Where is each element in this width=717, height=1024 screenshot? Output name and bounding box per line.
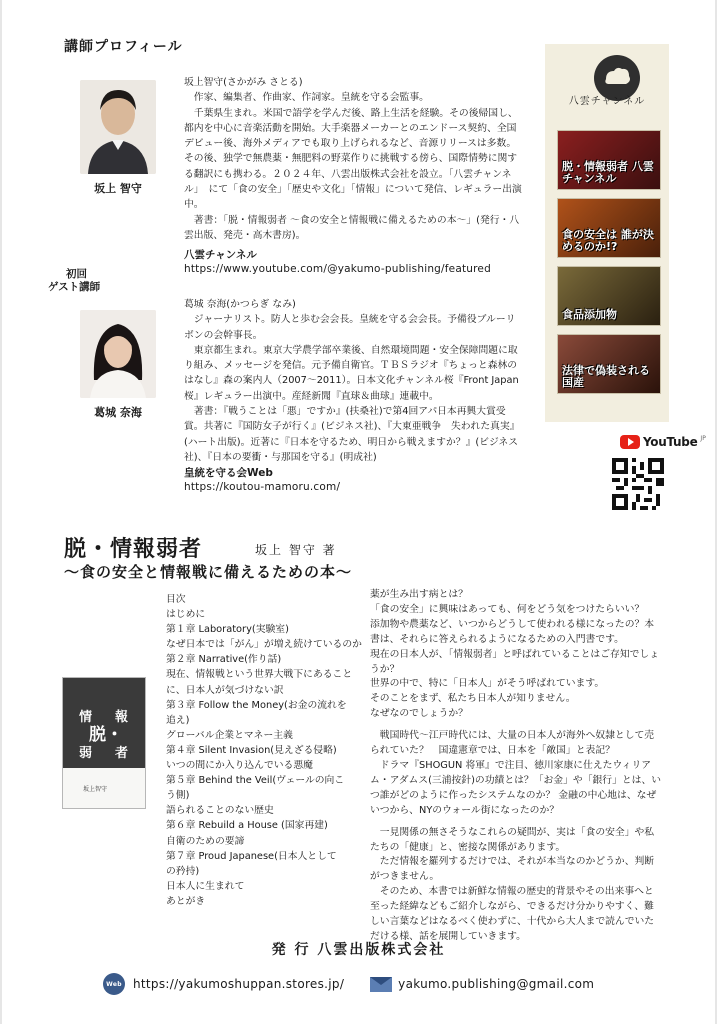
description-line: そのため、本書では新鮮な情報の歴史的背景やその出来事へと至った経緯などもご紹介しながら、できるだけ分かりやすく、難しい言葉などはなるべく使わずに、十代から大人まで読んでいただける様、話を展開していきます。 xyxy=(370,886,655,942)
book-description xyxy=(370,588,662,945)
youtube-play-icon xyxy=(620,435,640,449)
channel-label: 八雲チャンネル xyxy=(184,249,257,261)
description-line: そのことをまず、私たち日本人が知りません。 xyxy=(370,693,576,705)
channel-panel-name: 八雲チャンネル xyxy=(568,96,646,107)
instructor1-name-reading: 坂上智守(さかがみ さとる) xyxy=(184,77,303,88)
guest-label-line1: 初回 xyxy=(66,268,87,280)
instructor2-photo xyxy=(80,310,156,398)
toc-item: 第７章 Proud Japanese(日本人として xyxy=(166,850,337,862)
toc-item: いつの間にか入り込んでいる悪魔 xyxy=(166,760,313,772)
toc-item: あとがき xyxy=(166,895,206,907)
description-line: 「食の安全」に興味はあっても、何をどう気をつけたらいい？ xyxy=(370,603,645,615)
channel-url-link[interactable]: https://www.youtube.com/@yakumo-publishing/featured xyxy=(184,263,491,275)
instructor1-photo xyxy=(80,80,156,174)
section-title: 講師プロフィール xyxy=(64,39,183,55)
description-line: 戦国時代〜江戸時代には、大量の日本人が海外へ奴隷として売られていた？ 国違憲章では、日本を「敵国」と表記？ xyxy=(370,730,655,757)
toc-item: 第６章 Rebuild a House (国家再建) xyxy=(166,820,328,832)
toc-item: 目次 xyxy=(166,594,186,605)
book-cover-char: 弱 xyxy=(79,746,93,761)
description-line: ただ情報を羅列するだけでは、それが本当なのかどうか、判断がつきません。 xyxy=(370,856,655,883)
toc-item: に、日本人が気づけない訳 xyxy=(166,684,284,696)
paragraph-gap xyxy=(370,722,662,729)
paragraph-gap xyxy=(370,819,662,826)
instructor2-bio-line: 東京都生まれ。東京大学農学部卒業後、自然環境問題・安全保障問題に取り組み、メッセージを発信。元予備自衛官。ＴＢＳラジオ『ちょっと森林のはなし』森の案内人（2007〜2011）。日本文化チャンネル桜『Front Japan桜』レギュラー出演中。産経新聞『直球＆曲球』連載中。 xyxy=(184,344,519,402)
instructor1-bio xyxy=(184,75,524,243)
instructor2-name-reading: 葛城 奈海(かつらぎ なみ) xyxy=(184,299,296,310)
instructor1-bio-line: 著書：「脱・情報弱者 〜食の安全と情報戦に備えるための本〜」(発行・八雲出版、発売・高木書房)。 xyxy=(184,214,520,241)
mail-icon xyxy=(370,977,392,992)
thumbnail-text: 食の安全は 誰が決めるのか!? xyxy=(562,228,654,253)
toc-item: う側) xyxy=(166,790,190,802)
youtube-logo[interactable] xyxy=(620,434,706,450)
channel-thumbnail[interactable] xyxy=(557,266,661,326)
instructor2-bio xyxy=(184,297,524,465)
table-of-contents xyxy=(166,592,362,909)
footer-contact xyxy=(103,974,594,994)
publisher-line: 発 行 八雲出版株式会社 xyxy=(271,942,446,958)
toc-item: 第１章 Laboratory(実験室) xyxy=(166,624,289,636)
guest-label xyxy=(38,268,100,294)
youtube-word: YouTube xyxy=(643,435,698,449)
book-cover-char: 脱・ xyxy=(89,725,123,745)
toc-item: 第２章 Narrative(作り話) xyxy=(166,654,282,666)
web-globe-icon: Web xyxy=(103,973,125,995)
instructor1-name-caption: 坂上 智守 xyxy=(94,182,142,195)
instructor2-bio-line: ジャーナリスト。防人と歩む会会長。皇統を守る会会長。予備役ブルーリボンの会幹事長。 xyxy=(184,314,516,341)
toc-item: なぜ日本では「がん」が増え続けているのか xyxy=(166,639,362,651)
email-link[interactable]: yakumo.publishing@gmail.com xyxy=(398,977,595,991)
description-line: 添加物や農薬など、いつからどうして使われる様になったの？本書は、それらに答えられるようになるための入門書です。 xyxy=(370,618,655,645)
channel-thumbnail[interactable] xyxy=(557,198,661,258)
qr-code-icon[interactable] xyxy=(612,458,664,510)
book-cover-char: 情 xyxy=(79,710,93,725)
book-subtitle: 〜食の安全と情報戦に備えるための本〜 xyxy=(64,563,353,581)
description-line: 世界の中で、特に「日本人」がそう呼ばれています。 xyxy=(370,678,605,690)
site-url-link[interactable]: https://koutou-mamoru.com/ xyxy=(184,481,341,493)
thumbnail-text: 法律で偽装される国産 xyxy=(562,364,650,389)
instructor2-name-caption: 葛城 奈海 xyxy=(94,406,142,419)
toc-item: 現在、情報戦という世界大戦下にあること xyxy=(166,669,353,681)
instructor2-bio-line: 著書：『戦うことは「悪」ですか』(扶桑社)で第4回アパ日本再興大賞受賞。共著に『国防女子が行く』(ビジネス社)、『大東亜戦争 失われた真実』(ハート出版)。近著に『日本を守るため、明日から戦えますか？』(ビジネス社)、『日本の要衝・与那国を守る』(明成社) xyxy=(184,406,520,463)
toc-item: 語られることのない歴史 xyxy=(166,805,274,817)
instructor1-bio-line: 千葉県生まれ。米国で語学を学んだ後、路上生活を経験。その後帰国し、都内を中心に音楽活動を開始。大手楽器メーカーとのエンドース契約、全国デビュー後、海外メディアでも取り上げられるなど、音源リリースは多数。その後、独学で無農薬・無肥料の野菜作りに挑戦する傍ら、国際情勢に関する翻訳にも携わる。２０２４年、八雲出版株式会社を設立。「八雲チャンネル」 にて「食の安全」「歴史や文化」「情報」について発信、レギュラー出演中。 xyxy=(184,107,522,211)
channel-thumbnail[interactable] xyxy=(557,130,661,190)
book-title: 脱・情報弱者 xyxy=(64,536,203,562)
book-author: 坂上 智守 著 xyxy=(255,543,337,557)
toc-item: はじめに xyxy=(166,609,206,621)
book-cover xyxy=(62,677,146,809)
book-cover-char: 者 xyxy=(115,746,129,761)
book-cover-author: 坂上智守 xyxy=(83,786,108,793)
guest-label-line2: ゲスト講師 xyxy=(48,281,101,293)
web-url-link[interactable]: https://yakumoshuppan.stores.jp/ xyxy=(133,977,345,991)
description-line: 一見関係の無さそうなこれらの疑問が、実は「食の安全」や私たちの「健康」と、密接な関係があります。 xyxy=(370,826,655,853)
toc-item: 第５章 Behind the Veil(ヴェールの向こ xyxy=(166,775,345,787)
toc-item: 日本人に生まれて xyxy=(166,880,245,892)
thumbnail-text: 食品添加物 xyxy=(562,308,617,321)
toc-item: 自衛のための要諦 xyxy=(166,835,245,847)
toc-item: 第３章 Follow the Money(お金の流れを xyxy=(166,699,347,711)
instructor1-bio-line: 作家、編集者、作曲家、作詞家。皇統を守る会監事。 xyxy=(193,92,429,104)
toc-item: 第４章 Silent Invasion(見えざる侵略) xyxy=(166,744,337,756)
toc-item: 追え) xyxy=(166,714,190,726)
description-line: 現在の日本人が、「情報弱者」と呼ばれていることはご存知でしょうか？ xyxy=(370,648,660,675)
toc-item: グローバル企業とマネー主義 xyxy=(166,729,293,741)
thumbnail-text: 脱・情報弱者 八雲チャンネル xyxy=(562,160,654,185)
description-line: 薬が生み出す病とは？ xyxy=(370,589,468,600)
book-cover-char: 報 xyxy=(115,710,129,725)
site-label: 皇統を守る会Web xyxy=(184,467,273,479)
toc-item: の矜持) xyxy=(166,865,200,877)
youtube-region: JP xyxy=(700,434,706,442)
description-line: なぜなのでしょうか？ xyxy=(370,708,468,720)
channel-thumbnail[interactable] xyxy=(557,334,661,394)
description-line: ドラマ『SHOGUN 将軍』で注目、徳川家康に仕えたウィリアム・アダムス(三浦按針)の功績とは？「お金」や「銀行」とは、いつ誰がどのように作ったシステムなのか？ 金融の中心地は、なぜいつから、NYのウォール街になったのか？ xyxy=(370,759,662,816)
